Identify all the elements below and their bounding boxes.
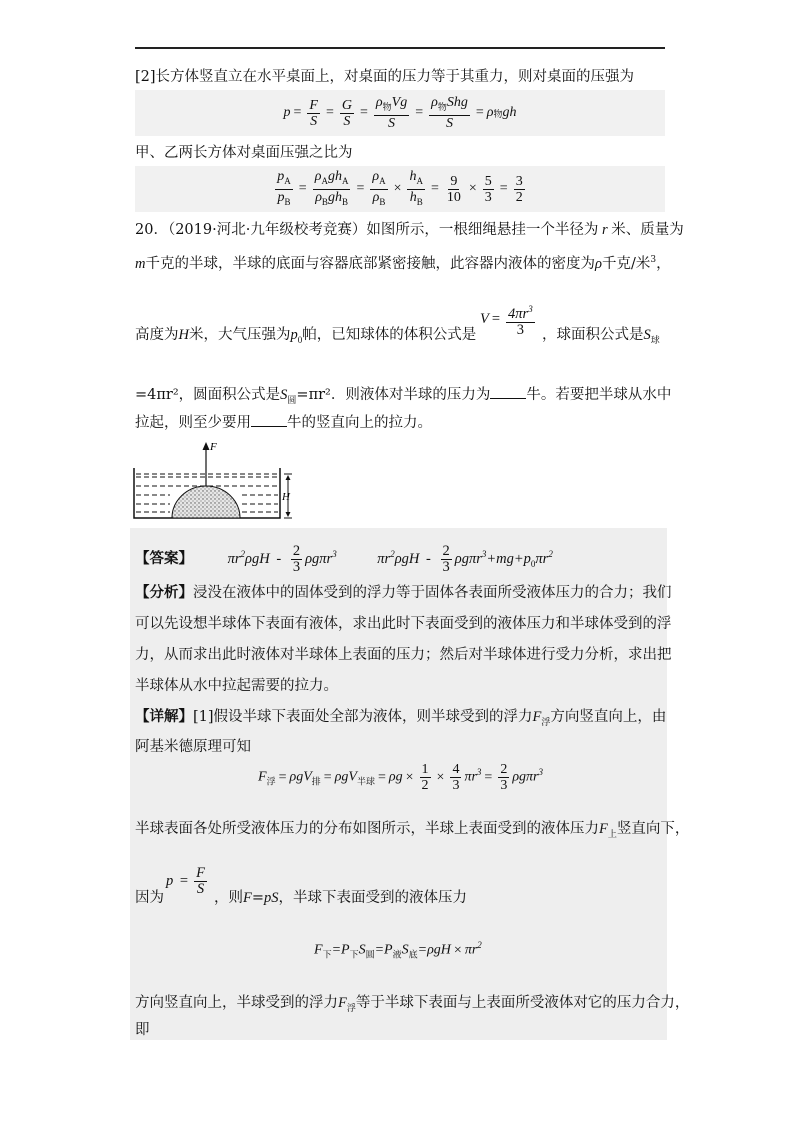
sphere-volume-formula: V = $\frac{4\pi r^3}{3}$ <box>480 304 533 338</box>
detail-line-1: 【详解】[1]假设半球下表面处全部为液体，则半球受到的浮力$F_浮$方向竖直向上，由 <box>135 708 667 728</box>
question-20-line-2: m千克的半球，半球的底面与容器底部紧密接触，此容器内液体的密度为ρ千克/米$^3$， <box>135 255 671 272</box>
formula-buoyancy: $F_浮 = \rho gV_排 = \rho gV_{半球} = \rho g$ × $\frac{1}{2}$ × $\frac{4}{3}$ $\pi r^3$ = $\frac{2}{3}$ ρgπr$^3$ <box>258 762 543 793</box>
formula-pressure: p = $\frac{F}{S}$ = $\frac{G}{S}$ = $\frac{\rho_物Vg}{S}$ = $\frac{\rho_物Shg}{S}$ = ρ 物 gh <box>135 90 665 136</box>
formula-ratio: $\frac{p_A}{p_B}$ = $\frac{\rho_Agh_A}{\rho_Bgh_B}$ = $\frac{\rho_A}{\rho_B}$ × $\frac{h_A}{h_B}$ = $\frac{9}{10}$ × $\frac{5}{3}$ = $\frac{3}{2}$ <box>135 166 665 212</box>
detail-line-2: 阿基米德原理可知 <box>135 739 251 755</box>
answer-line: 【答案】 $\pi r^2\rho gH$ - $\frac{2}{3}$ ρgπr$^3$ $\pi r^2\rho gH$ - $\frac{2}{3}$ $\rho g\pi r^3+mg+p_0\pi r^2$ <box>135 543 553 575</box>
question-20-line-3b: ，球面积公式是$S_球$ <box>542 327 660 346</box>
header-rule <box>135 47 665 49</box>
analysis-line-2: 可以先设想半球体下表面有液体，求出此时下表面受到的液体压力和半球体受到的浮 <box>135 616 672 632</box>
formula-pressure-definition: p = $\frac{F}{S}$ <box>166 865 205 897</box>
height-label: H <box>282 491 290 503</box>
analysis-line-1: 【分析】浸没在液体中的固体受到的浮力等于固体各表面所受液体压力的合力；我们 <box>135 584 672 601</box>
detail-line-4: 因为 <box>135 890 164 906</box>
analysis-line-3: 力，从而求出此时液体对半球体上表面的压力；然后对半球体进行受力分析，求出把 <box>135 647 672 663</box>
paragraph-pressure-intro: [2]长方体竖直立在水平桌面上，对桌面的压力等于其重力，则对桌面的压强为 <box>135 69 635 85</box>
analysis-line-4: 半球体从水中拉起需要的拉力。 <box>135 678 338 694</box>
answer-blank-1[interactable] <box>490 384 526 399</box>
detail-line-5: 方向竖直向上，半球受到的浮力$F_浮$等于半球下表面与上表面所受液体对它的压力合力， <box>135 995 690 1014</box>
force-label: F <box>210 441 217 453</box>
hemisphere-container-figure <box>130 438 305 524</box>
detail-line-6: 即 <box>135 1022 150 1038</box>
detail-line-3: 半球表面各处所受液体压力的分布如图所示，半球上表面受到的液体压力$F_上$竖直向下， <box>135 821 690 840</box>
question-20-line-3: 高度为H米，大气压强为$p_0$帕，已知球体的体积公式是 <box>135 327 477 345</box>
formula-lower-pressure: $F_下=P_下S_圆=P_液S_底=\rho gH \times \pi r^2$ <box>314 940 482 960</box>
paragraph-ratio-intro: 甲、乙两长方体对桌面压强之比为 <box>135 145 353 161</box>
question-20-line-5: 拉起，则至少要用 牛的竖直向上的拉力。 <box>135 412 432 433</box>
answer-blank-2[interactable] <box>251 412 287 427</box>
question-20-line-1: 20．（2019·河北·九年级校考竞赛）如图所示，一根细绳悬挂一个半径为 r 米、质量为 <box>135 222 684 238</box>
detail-line-4b: ，则F=pS，半球下表面受到的液体压力 <box>214 890 468 906</box>
question-20-line-4: =4πr²，圆面积公式是$S_圆=\pi r^2$．则液体对半球的压力为 牛。若要把半球从水中 <box>135 384 671 411</box>
